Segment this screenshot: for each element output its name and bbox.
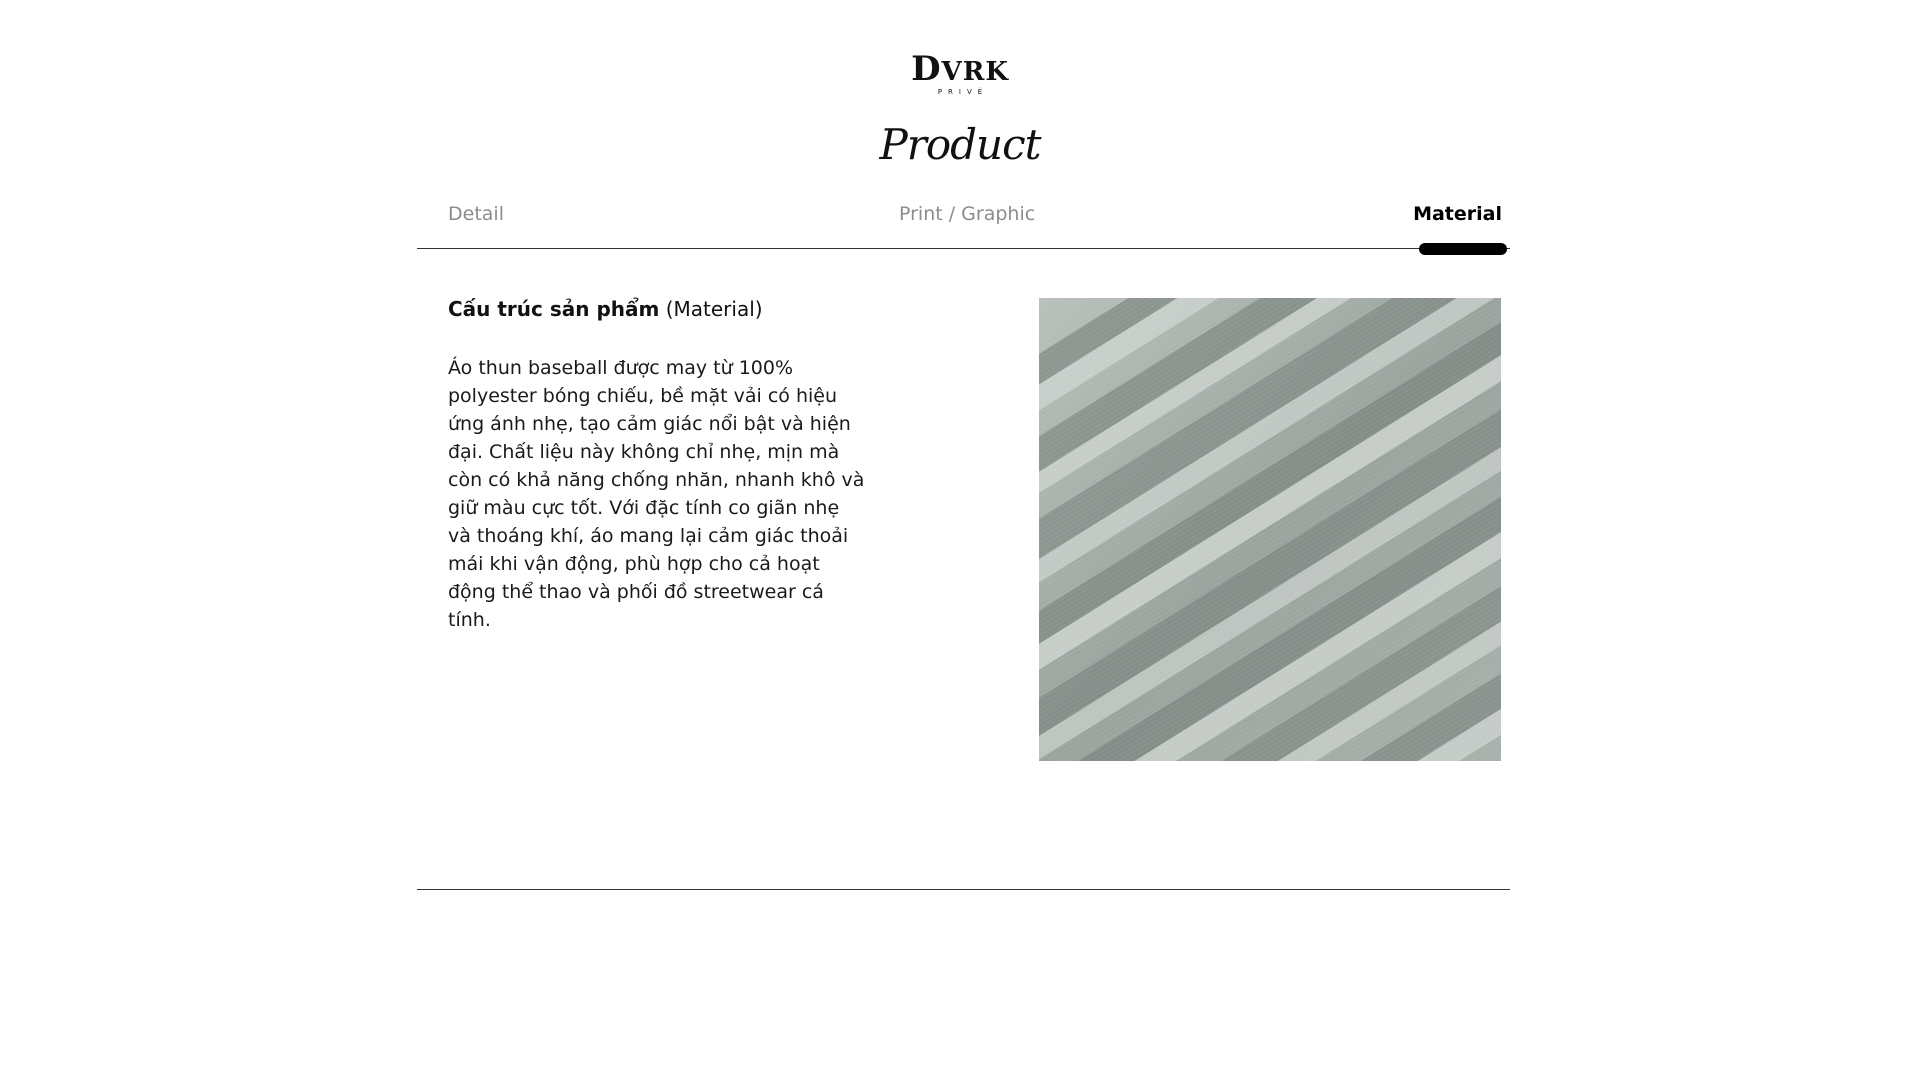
brand-rest: VRK: [941, 57, 1009, 87]
bottom-divider: [417, 889, 1510, 890]
material-description: Áo thun baseball được may từ 100% polyester bóng chiếu, bề mặt vải có hiệu ứng ánh nhẹ, tạo cảm giác nổi bật và hiện đại. Chất liệu này không chỉ nhẹ, mịn mà còn có khả năng chống nhăn, nhanh khô và giữ màu cực tốt. Với đặc tính co giãn nhẹ và thoáng khí, áo mang lại cảm giác thoải mái khi vận động, phù hợp cho cả hoạt động thể thao và phối đồ streetwear cá tính.: [448, 357, 865, 631]
active-tab-indicator: [1419, 243, 1507, 255]
brand-initial: D: [911, 49, 942, 89]
material-heading-title: Cấu trúc sản phẩm: [448, 297, 660, 321]
tab-material[interactable]: Material: [1413, 203, 1502, 225]
brand-wordmark: [0, 49, 1920, 89]
tab-print-graphic[interactable]: Print / Graphic: [899, 203, 1036, 225]
page-title: Product: [879, 120, 1041, 169]
tabs-divider: [417, 248, 1510, 249]
fabric-swatch-image: [1039, 298, 1501, 761]
product-tabs: [417, 203, 1510, 249]
material-heading: [448, 297, 763, 321]
brand-logo[interactable]: [0, 49, 1920, 96]
fabric-texture: [1039, 298, 1501, 761]
tab-detail[interactable]: Detail: [448, 203, 504, 225]
material-heading-note: (Material): [659, 297, 763, 321]
brand-tagline: PRIVÉ: [937, 88, 989, 96]
